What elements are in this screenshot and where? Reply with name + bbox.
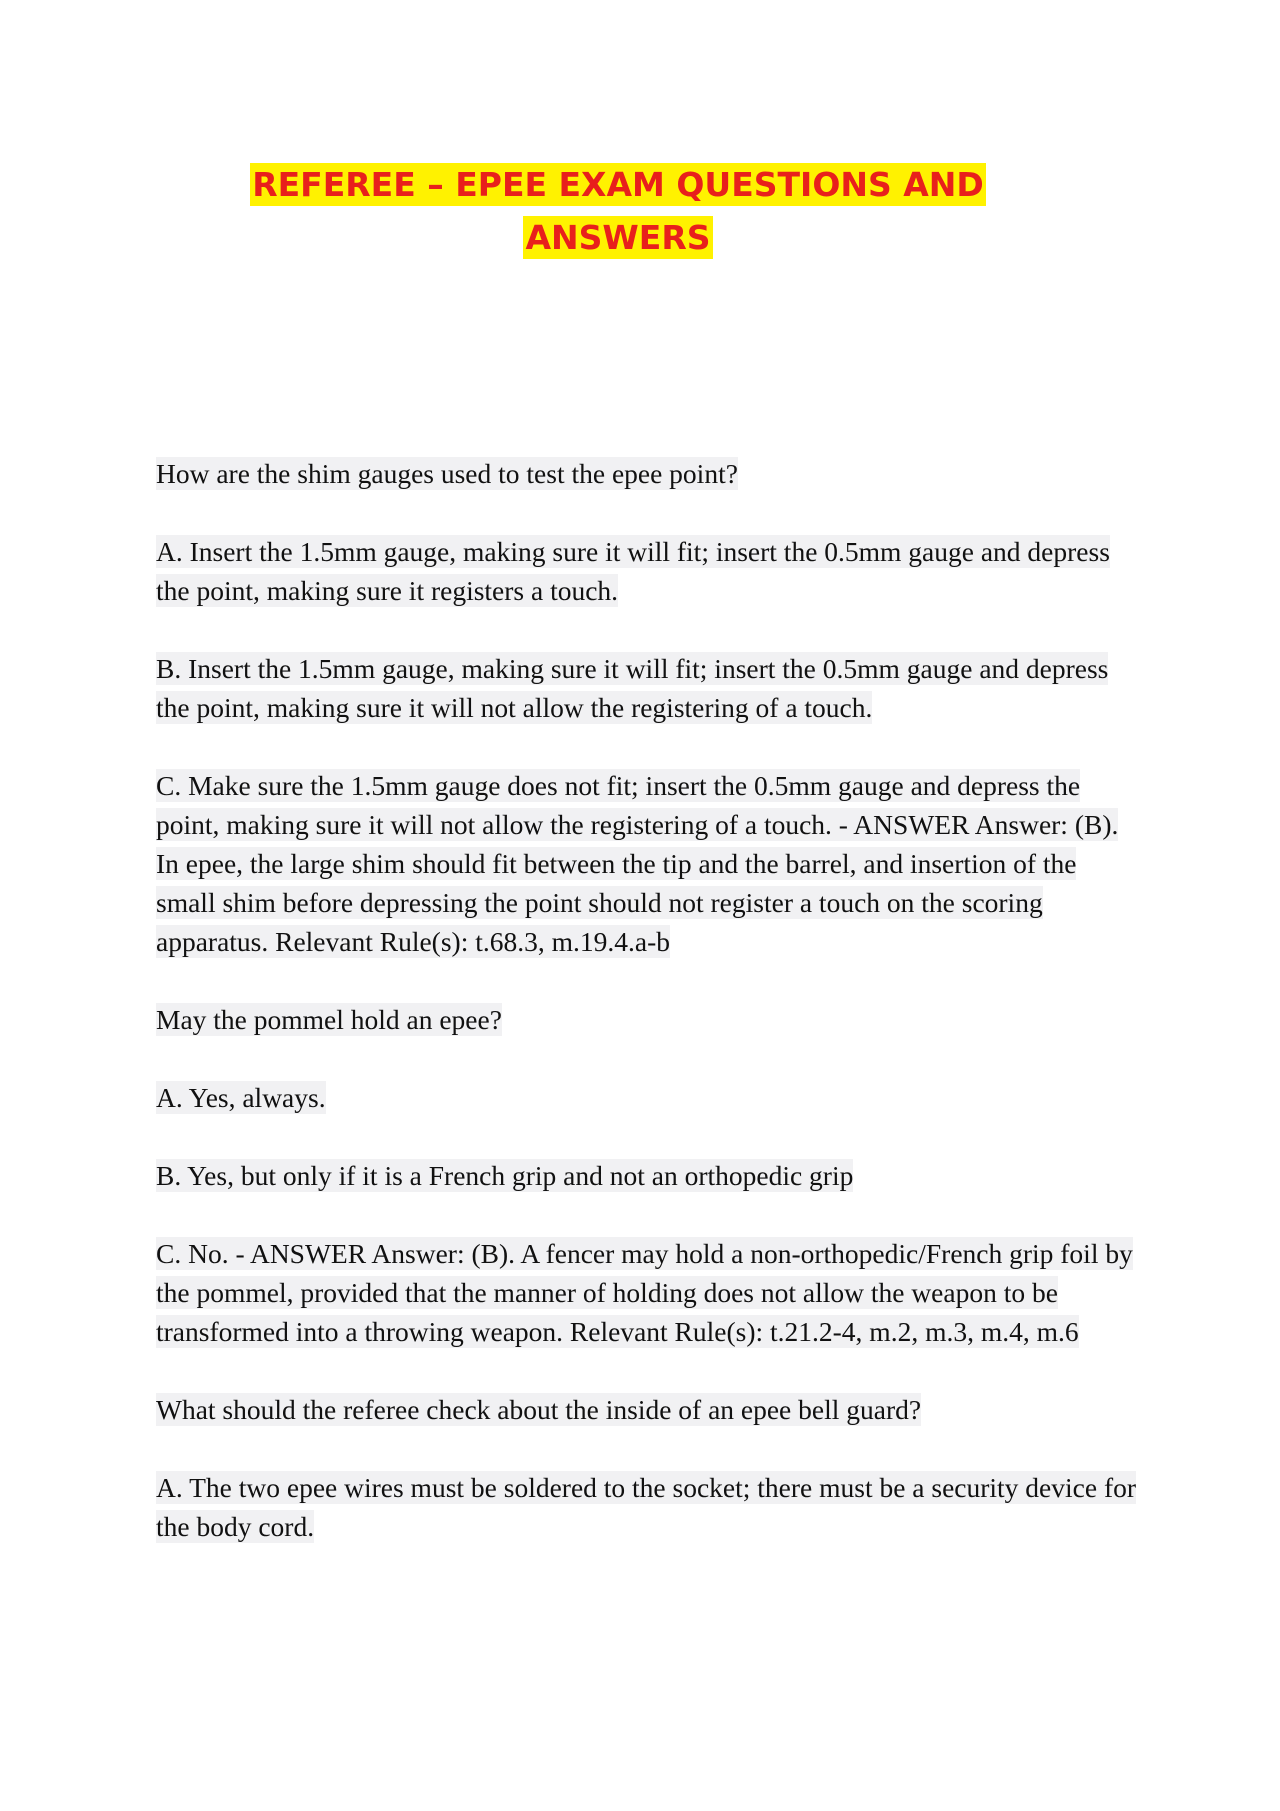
question-2-option-b — [156, 1156, 1140, 1195]
question-1-option-b — [156, 649, 1140, 727]
option-text: A. Yes, always. — [156, 1082, 326, 1113]
option-text: A. The two epee wires must be soldered to the socket; there must be a security device for the body cord. — [156, 1472, 1137, 1542]
document-title — [230, 158, 1006, 264]
question-1-option-c-answer — [156, 766, 1140, 961]
question-1 — [156, 454, 1140, 493]
option-text: B. Insert the 1.5mm gauge, making sure it will fit; insert the 0.5mm gauge and depress the point, making sure it will not allow the registering of a touch. — [156, 653, 1109, 723]
title-line-2: ANSWERS — [525, 218, 711, 257]
question-3-option-a — [156, 1468, 1140, 1546]
question-2 — [156, 1000, 1140, 1039]
question-3-text: What should the referee check about the inside of an epee bell guard? — [156, 1394, 922, 1425]
question-1-option-a — [156, 532, 1140, 610]
option-text: A. Insert the 1.5mm gauge, making sure it will fit; insert the 0.5mm gauge and depress the point, making sure it registers a touch. — [156, 536, 1110, 606]
question-2-text: May the pommel hold an epee? — [156, 1004, 502, 1035]
option-text: C. No. - ANSWER Answer: (B). A fencer may hold a non-orthopedic/French grip foil by the pommel, provided that the manner of holding does not allow the weapon to be transformed into a throwing weapon. Relevant Rule(s): t.21.2-4, m.2, m.3, m.4, m.6 — [156, 1238, 1133, 1347]
option-text: C. Make sure the 1.5mm gauge does not fit; insert the 0.5mm gauge and depress the point, making sure it will not allow the registering of a touch. - ANSWER Answer: (B). In epee, the large shim should fit between the tip and the barrel, and insertion of the small shim before depressing the point should not register a touch on the scoring apparatus. Relevant Rule(s): t.68.3, m.19.4.a-b — [156, 770, 1119, 957]
title-line-1: REFEREE – EPEE EXAM QUESTIONS AND — [252, 165, 984, 204]
option-text: B. Yes, but only if it is a French grip and not an orthopedic grip — [156, 1160, 854, 1191]
question-3 — [156, 1390, 1140, 1429]
document-body — [156, 454, 1140, 1585]
question-2-option-a — [156, 1078, 1140, 1117]
question-2-option-c-answer — [156, 1234, 1140, 1351]
question-1-text: How are the shim gauges used to test the epee point? — [156, 458, 738, 489]
